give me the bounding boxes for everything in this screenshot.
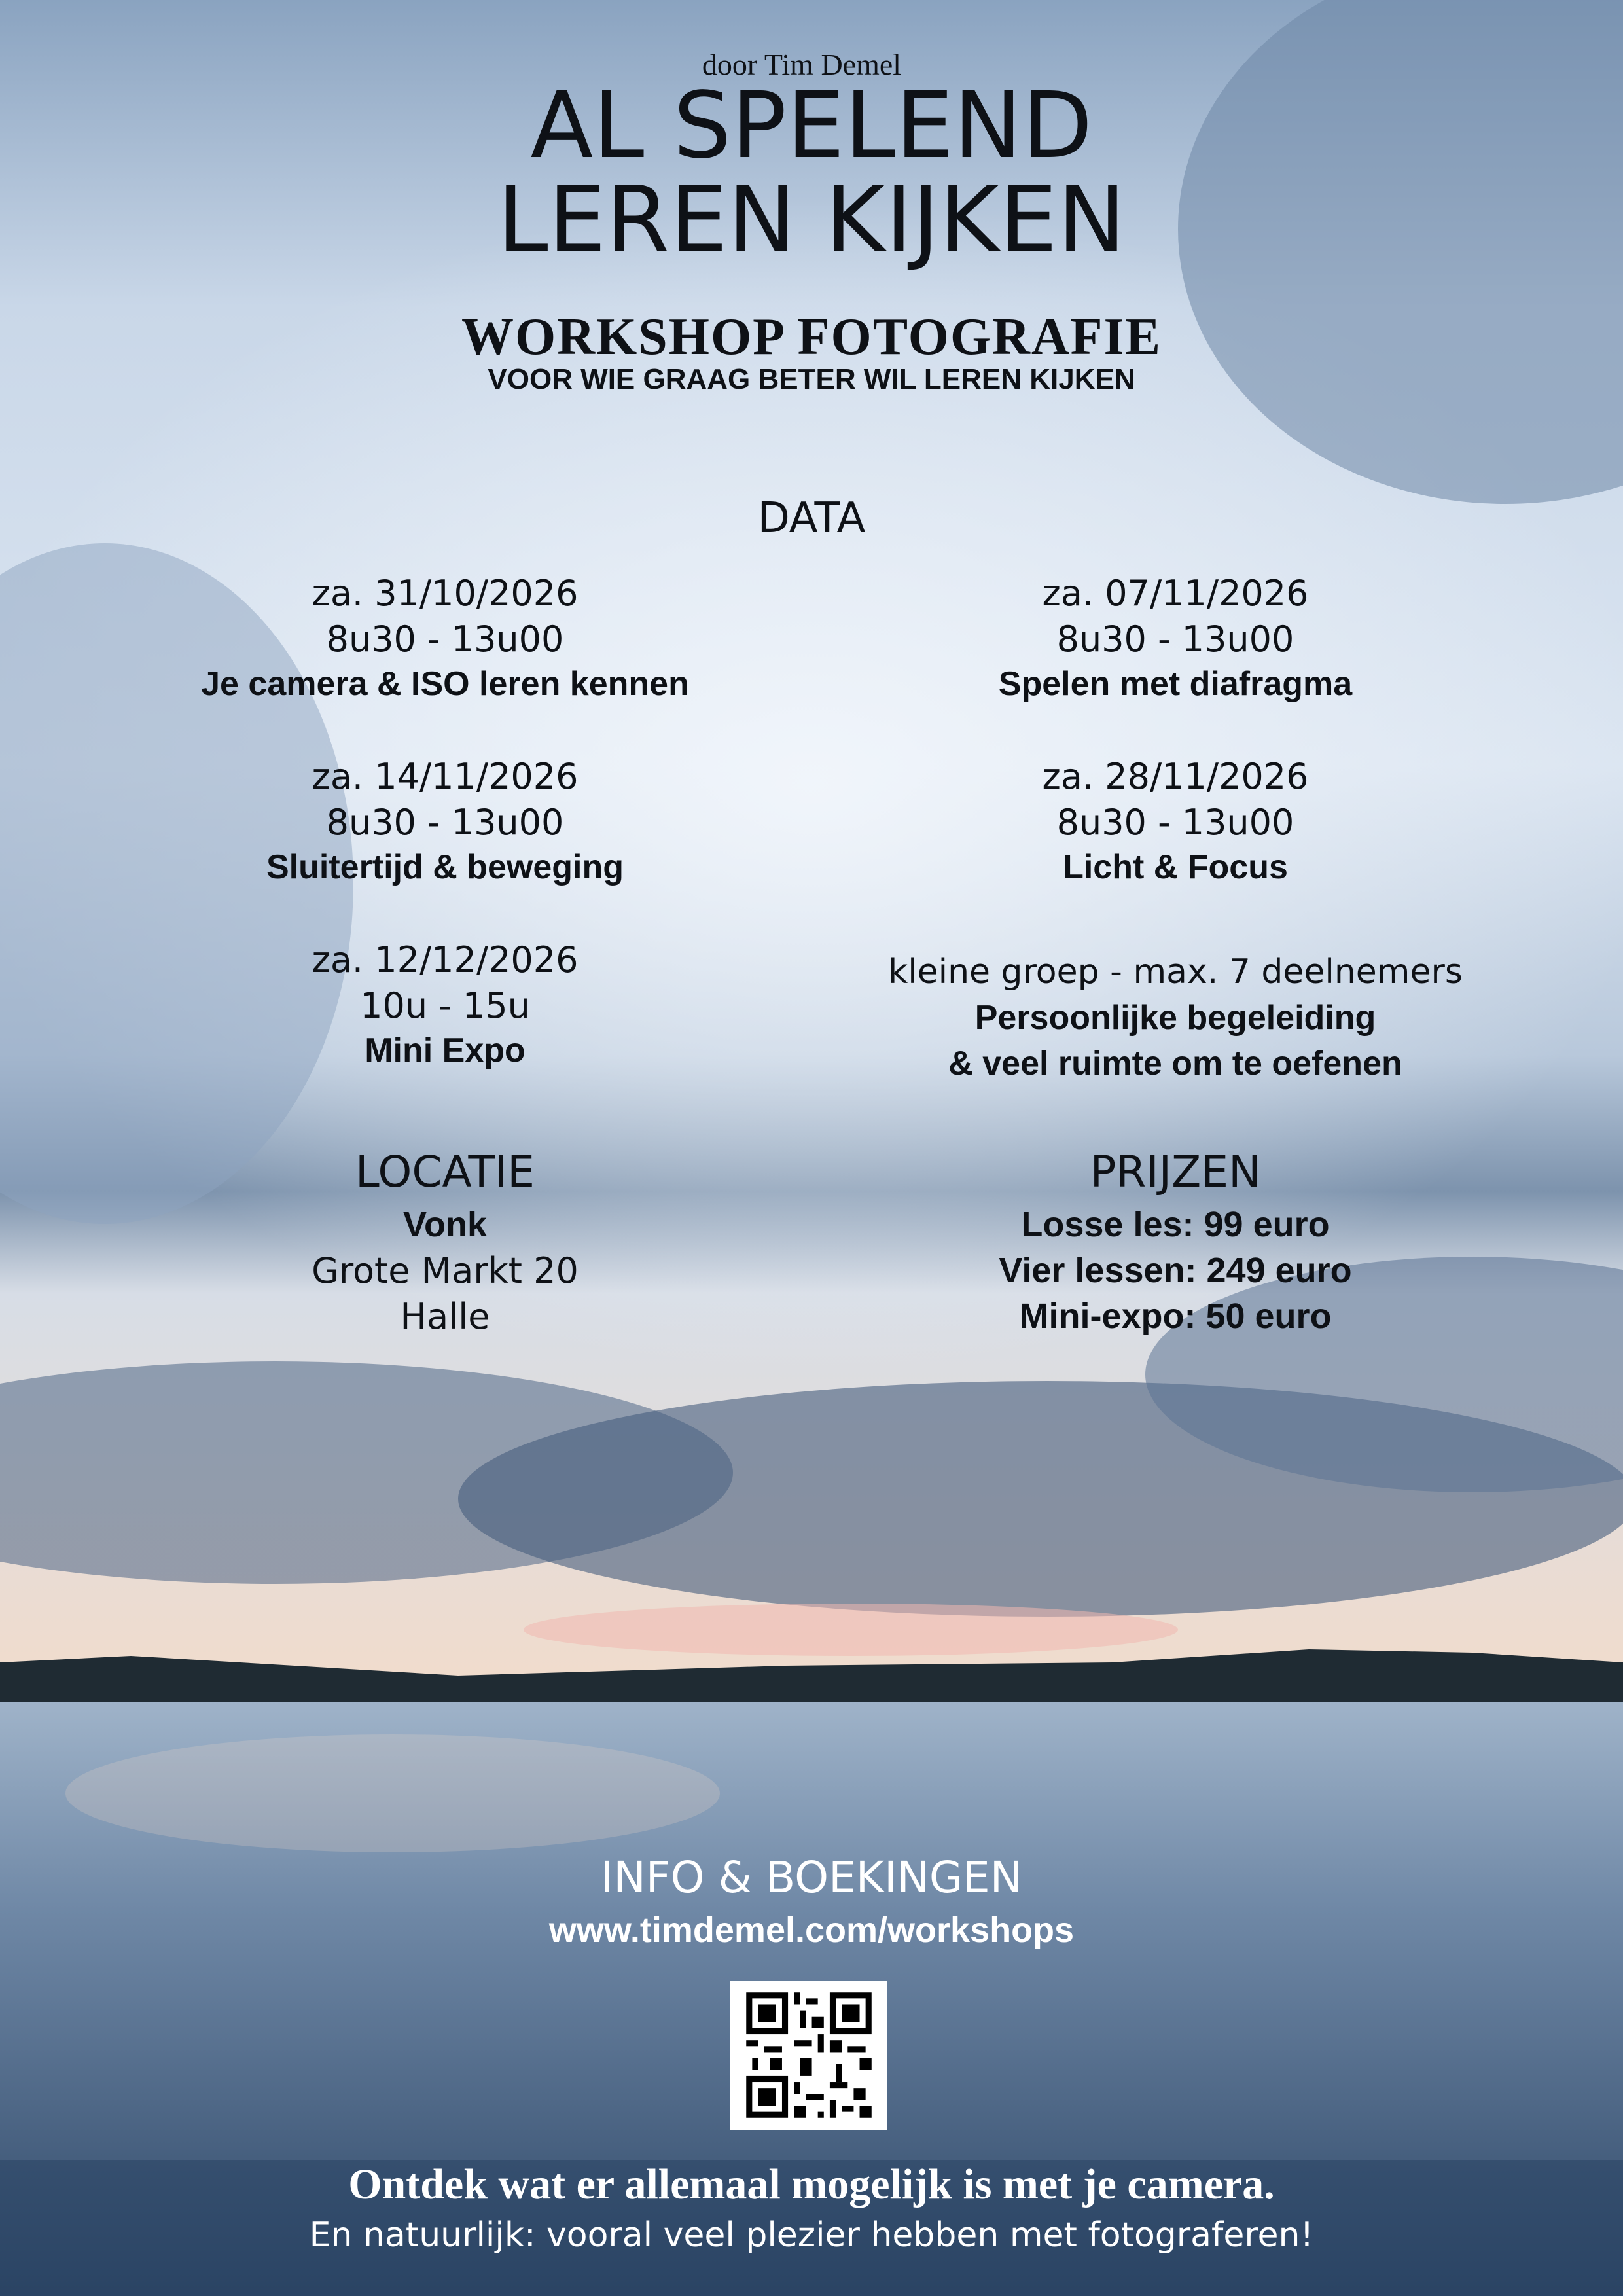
group-guidance: Persoonlijke begeleiding <box>974 999 1376 1037</box>
qr-code[interactable] <box>730 1981 887 2130</box>
session-topic: Licht & Focus <box>1063 848 1288 886</box>
price-item: Vier lessen: 249 euro <box>999 1251 1352 1290</box>
session-date: za. 07/11/2026 <box>1042 573 1309 614</box>
byline: door Tim Demel <box>702 48 902 81</box>
location-city: Halle <box>400 1296 490 1337</box>
session-topic: Je camera & ISO leren kennen <box>201 665 689 703</box>
location-street: Grote Markt 20 <box>312 1250 579 1291</box>
session-time: 8u30 - 13u00 <box>1056 619 1294 660</box>
closing-headline: Ontdek wat er allemaal mogelijk is met je camera. <box>348 2161 1275 2208</box>
session-topic: Mini Expo <box>365 1031 526 1069</box>
info-heading: INFO & BOEKINGEN <box>600 1852 1023 1903</box>
closing-subline: En natuurlijk: vooral veel plezier hebben met fotograferen! <box>309 2215 1314 2255</box>
session-date: za. 31/10/2026 <box>312 573 579 614</box>
data-heading: DATA <box>757 494 866 543</box>
group-size: kleine groep - max. 7 deelnemers <box>888 952 1463 992</box>
subtitle: WORKSHOP FOTOGRAFIE <box>461 308 1162 366</box>
tagline: VOOR WIE GRAAG BETER WIL LEREN KIJKEN <box>488 363 1135 395</box>
title-line-1: AL SPELEND <box>530 73 1093 179</box>
location-heading: LOCATIE <box>355 1147 535 1197</box>
session-time: 8u30 - 13u00 <box>326 619 564 660</box>
location-name: Vonk <box>402 1205 487 1244</box>
session-time: 8u30 - 13u00 <box>326 802 564 843</box>
price-item: Mini-expo: 50 euro <box>1019 1297 1332 1336</box>
session-time: 10u - 15u <box>360 985 530 1026</box>
price-item: Losse les: 99 euro <box>1021 1205 1330 1244</box>
prices-heading: PRIJZEN <box>1090 1147 1261 1197</box>
group-practice: & veel ruimte om te oefenen <box>948 1045 1402 1083</box>
session-time: 8u30 - 13u00 <box>1056 802 1294 843</box>
session-date: za. 14/11/2026 <box>312 756 579 797</box>
session-date: za. 28/11/2026 <box>1042 756 1309 797</box>
session-date: za. 12/12/2026 <box>312 939 579 980</box>
info-url[interactable]: www.timdemel.com/workshops <box>548 1910 1075 1950</box>
title-line-2: LEREN KIJKEN <box>497 167 1126 274</box>
session-topic: Sluitertijd & beweging <box>266 848 624 886</box>
session-topic: Spelen met diafragma <box>998 665 1353 703</box>
